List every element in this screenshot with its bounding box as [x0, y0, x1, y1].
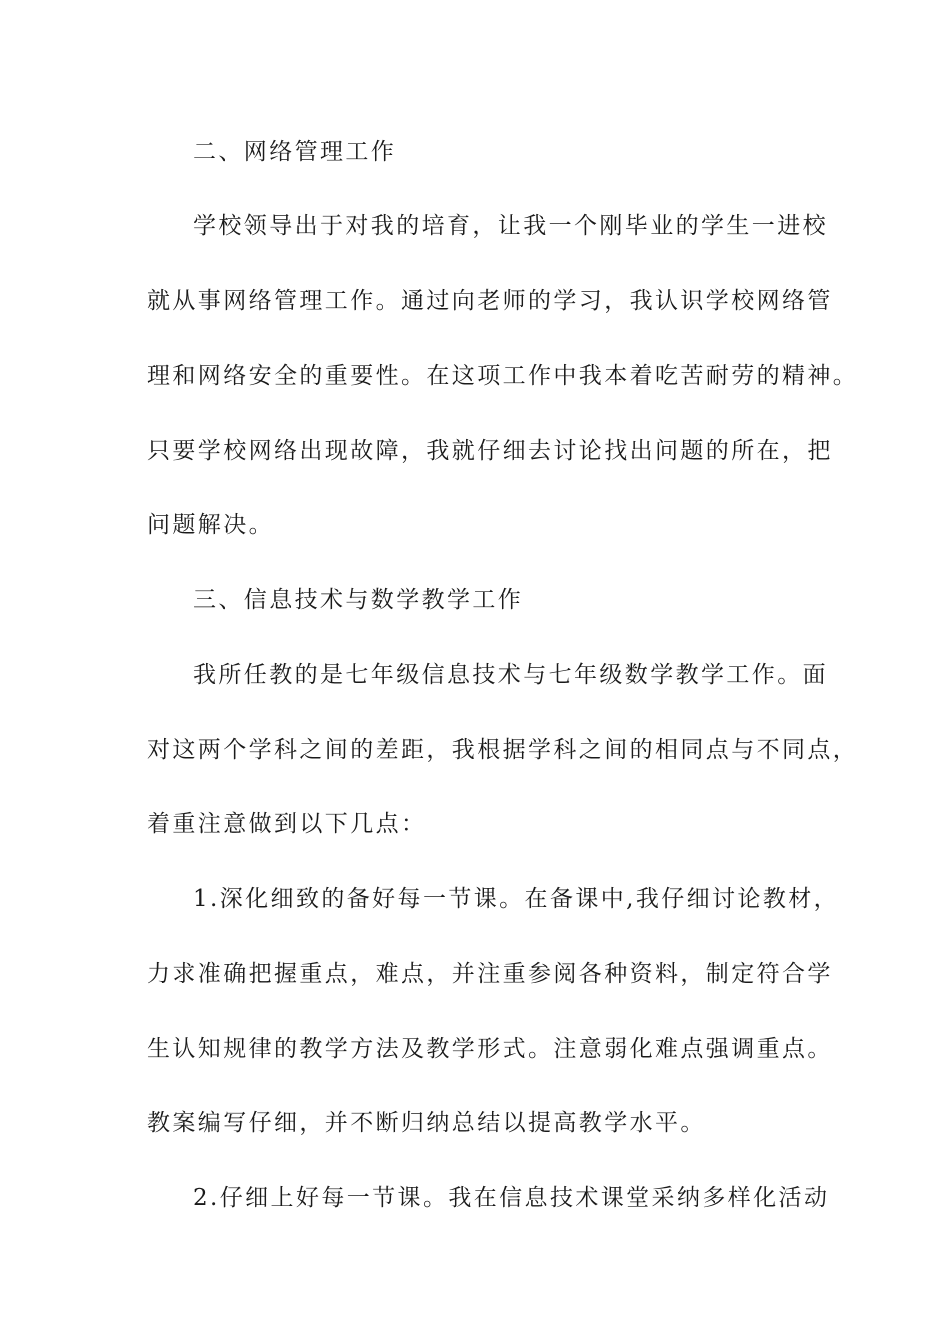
paragraph-line: 着重注意做到以下几点：	[147, 811, 427, 837]
paragraph-line: 理和网络安全的重要性。在这项工作中我本着吃苦耐劳的精神。	[147, 363, 859, 389]
paragraph-line: 对这两个学科之间的差距，我根据学科之间的相同点与不同点，	[147, 737, 859, 763]
paragraph-line: 生认知规律的教学方法及教学形式。注意弱化难点强调重点。	[147, 1036, 833, 1062]
paragraph-line: 问题解决。	[147, 512, 274, 538]
paragraph-line: 只要学校网络出现故障，我就仔细去讨论找出问题的所在，把	[147, 438, 833, 464]
section-heading-teaching: 三、信息技术与数学教学工作	[193, 587, 524, 613]
paragraph-line: 我所任教的是七年级信息技术与七年级数学教学工作。面	[193, 662, 828, 688]
section-heading-network: 二、网络管理工作	[193, 139, 397, 165]
list-item-1-line: 1.深化细致的备好每一节课。在备课中,我仔细讨论教材，	[193, 886, 840, 912]
list-item-2-line: 2.仔细上好每一节课。我在信息技术课堂采纳多样化活动	[193, 1185, 830, 1211]
paragraph-line: 就从事网络管理工作。通过向老师的学习，我认识学校网络管	[147, 288, 833, 314]
paragraph-line: 学校领导出于对我的培育，让我一个刚毕业的学生一进校	[193, 213, 828, 239]
paragraph-line: 力求准确把握重点，难点，并注重参阅各种资料，制定符合学	[147, 961, 833, 987]
paragraph-line: 教案编写仔细，并不断归纳总结以提高教学水平。	[147, 1110, 706, 1136]
